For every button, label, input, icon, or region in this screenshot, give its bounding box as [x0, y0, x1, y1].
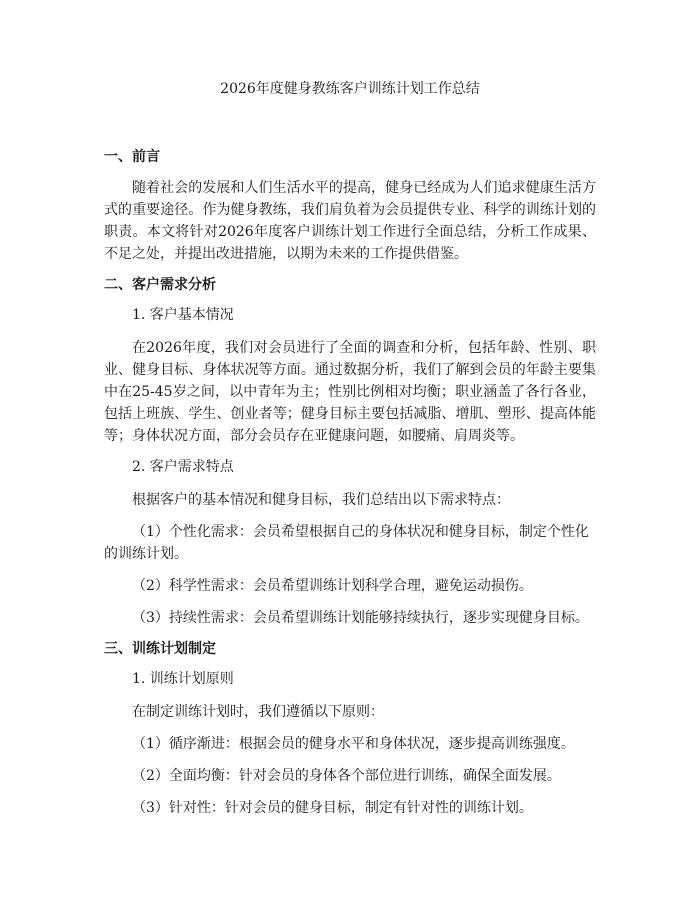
subsection-heading: 1. 客户基本情况: [132, 307, 234, 323]
paragraph: 在制定训练计划时，我们遵循以下原则：: [132, 704, 384, 720]
paragraph: 根据客户的基本情况和健身目标，我们总结出以下需求特点：: [132, 492, 510, 508]
list-item: （2）科学性需求：会员希望训练计划科学合理，避免运动损伤。: [132, 578, 533, 594]
list-item: （3）针对性：针对会员的健身目标，制定有针对性的训练计划。: [132, 800, 533, 816]
page-title: 2026年度健身教练客户训练计划工作总结: [220, 81, 480, 97]
subsection-heading: 2. 客户需求特点: [132, 459, 234, 475]
section-heading: 三、训练计划制定: [104, 641, 216, 657]
section-customer-needs: [104, 275, 596, 629]
section-preface: [104, 147, 596, 265]
list-item: （1）个性化需求：会员希望根据自己的身体状况和健身目标，制定个性化的训练计划。: [104, 524, 589, 562]
list-item: （2）全面均衡：针对会员的身体各个部位进行训练，确保全面发展。: [132, 768, 561, 784]
section-heading: 二、客户需求分析: [104, 277, 216, 293]
paragraph: 在2026年度，我们对会员进行了全面的调查和分析，包括年龄、性别、职业、健身目标、身体状况等方面。通过数据分析，我们了解到会员的年龄主要集中在25-45岁之间，以中青年为主；性别比例相对均衡；职业涵盖了各行各业，包括上班族、学生、创业者等；健身目标主要包括减脂、增肌、塑形、提高体能等；身体状况方面，部分会员存在亚健康问题，如腰痛、肩周炎等。: [104, 340, 596, 444]
section-training-plan: [104, 639, 596, 819]
subsection-heading: 1. 训练计划原则: [132, 671, 234, 687]
list-item: （1）循序渐进：根据会员的健身水平和身体状况，逐步提高训练强度。: [132, 736, 575, 752]
section-heading: 一、前言: [104, 149, 160, 165]
paragraph: 随着社会的发展和人们生活水平的提高，健身已经成为人们追求健康生活方式的重要途径。作为健身教练，我们肩负着为会员提供专业、科学的训练计划的职责。本文将针对2026年度客户训练计划工作进行全面总结，分析工作成果、不足之处，并提出改进措施，以期为未来的工作提供借鉴。: [104, 180, 596, 262]
list-item: （3）持续性需求：会员希望训练计划能够持续执行，逐步实现健身目标。: [132, 610, 589, 626]
